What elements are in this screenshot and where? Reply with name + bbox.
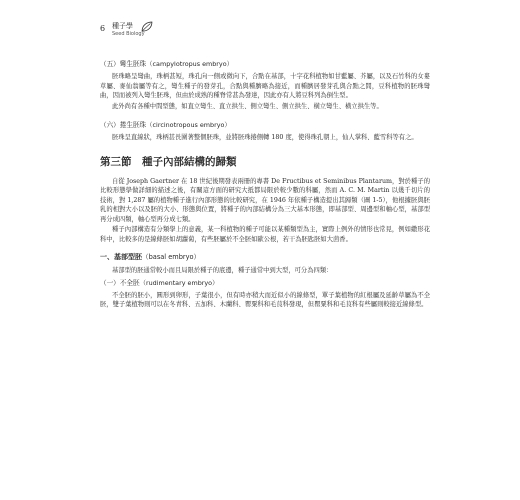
page-number: 6 xyxy=(100,24,106,33)
running-header xyxy=(100,22,220,48)
paragraph: 此外尚有各種中間型態，如直立彎生、直立拱生、側立彎生、側立拱生、橫立彎生、橫立拱生等。 xyxy=(112,102,383,110)
heading-basal-embryo: 一、基部型胚（basal embryo） xyxy=(100,252,201,261)
page-content xyxy=(100,50,430,310)
paragraph: 不全胚的胚小，圓形到卵形，子葉很小，但有時亦稍大而近似小的線條型，單子葉植物的紅根屬及延齡草屬為不全胚，雙子葉植物則可以在冬青科、五加科、木蘭科、罌粟科和毛茛科發現，但罌粟科和毛茛科有些屬則較接近線條型。 xyxy=(100,291,430,308)
paragraph: 種子內部構造有分類學上的意義，某一科植物的種子可能以某種類型為主，實際上例外的情形也常見，例如繖形花科中，比較多的是線條胚如胡蘿蔔，有些胚屬於不全胚如歐公根，若干為胚匙胚如大茴香。 xyxy=(100,226,430,243)
paragraph: 胚珠呈直線狀，珠柄甚長圍著整個胚珠，並將胚珠捲側轉 180 度，使得珠孔朝上，仙人掌科、藍雪科等有之。 xyxy=(112,134,418,141)
heading-circinotropous: （六）捲生胚珠（circinotropous embryo） xyxy=(100,121,231,129)
paragraph: 自從 Joseph Gaertner 在 18 世紀後期發表兩冊的專書 De Fructibus et Seminibus Plantarum，對於種子的比較形態學做詳細的描述之後，有關這方面的研究大抵都局限於較少數的科屬，然而 A. C. M. Martin 以幾千切片的技術，對 1,287 屬的植物種子進行內部形態的比較研究，在 1946 年依種子構造提出其歸類（圖 1-5），他根據胚與胚乳的相對大小以及胚的大小、形態與位置，將種子的內部結構分為三大基本形態，即基部型、周邊型和軸心型，基部型再分成四類，軸心型再分成七類。 xyxy=(100,177,430,223)
book-title: 種子學 xyxy=(112,22,133,30)
section-title: 第三節 種子內部結構的歸類 xyxy=(100,155,237,168)
paragraph: 胚珠略呈彎曲，珠柄甚短，珠孔向一側或微向下，合點在基部，十字花科植物如甘藍屬、芥屬，以及石竹科的女婁草屬、麥仙翁屬等有之，彎生種子的發芽孔，合點與種臍略為接近，而種臍居發芽孔與合點之間，豆科植物的胚珠彎曲，因而被列入彎生胚珠，但由於成熟的種脊常甚為發達，因此亦有人將豆科列為倒生型。 xyxy=(100,73,430,99)
leaf-icon xyxy=(140,20,154,34)
book-subtitle: Seed Biology xyxy=(112,31,145,37)
heading-campylotropus: （五）彎生胚珠（campylotropus embryo） xyxy=(100,60,234,68)
heading-rudimentary-embryo: （一）不全胚（rudimentary embryo） xyxy=(100,278,219,287)
paragraph: 基部型的胚通常較小而且局限於種子的底邊，種子通常中到大型，可分為四類： xyxy=(112,267,333,274)
